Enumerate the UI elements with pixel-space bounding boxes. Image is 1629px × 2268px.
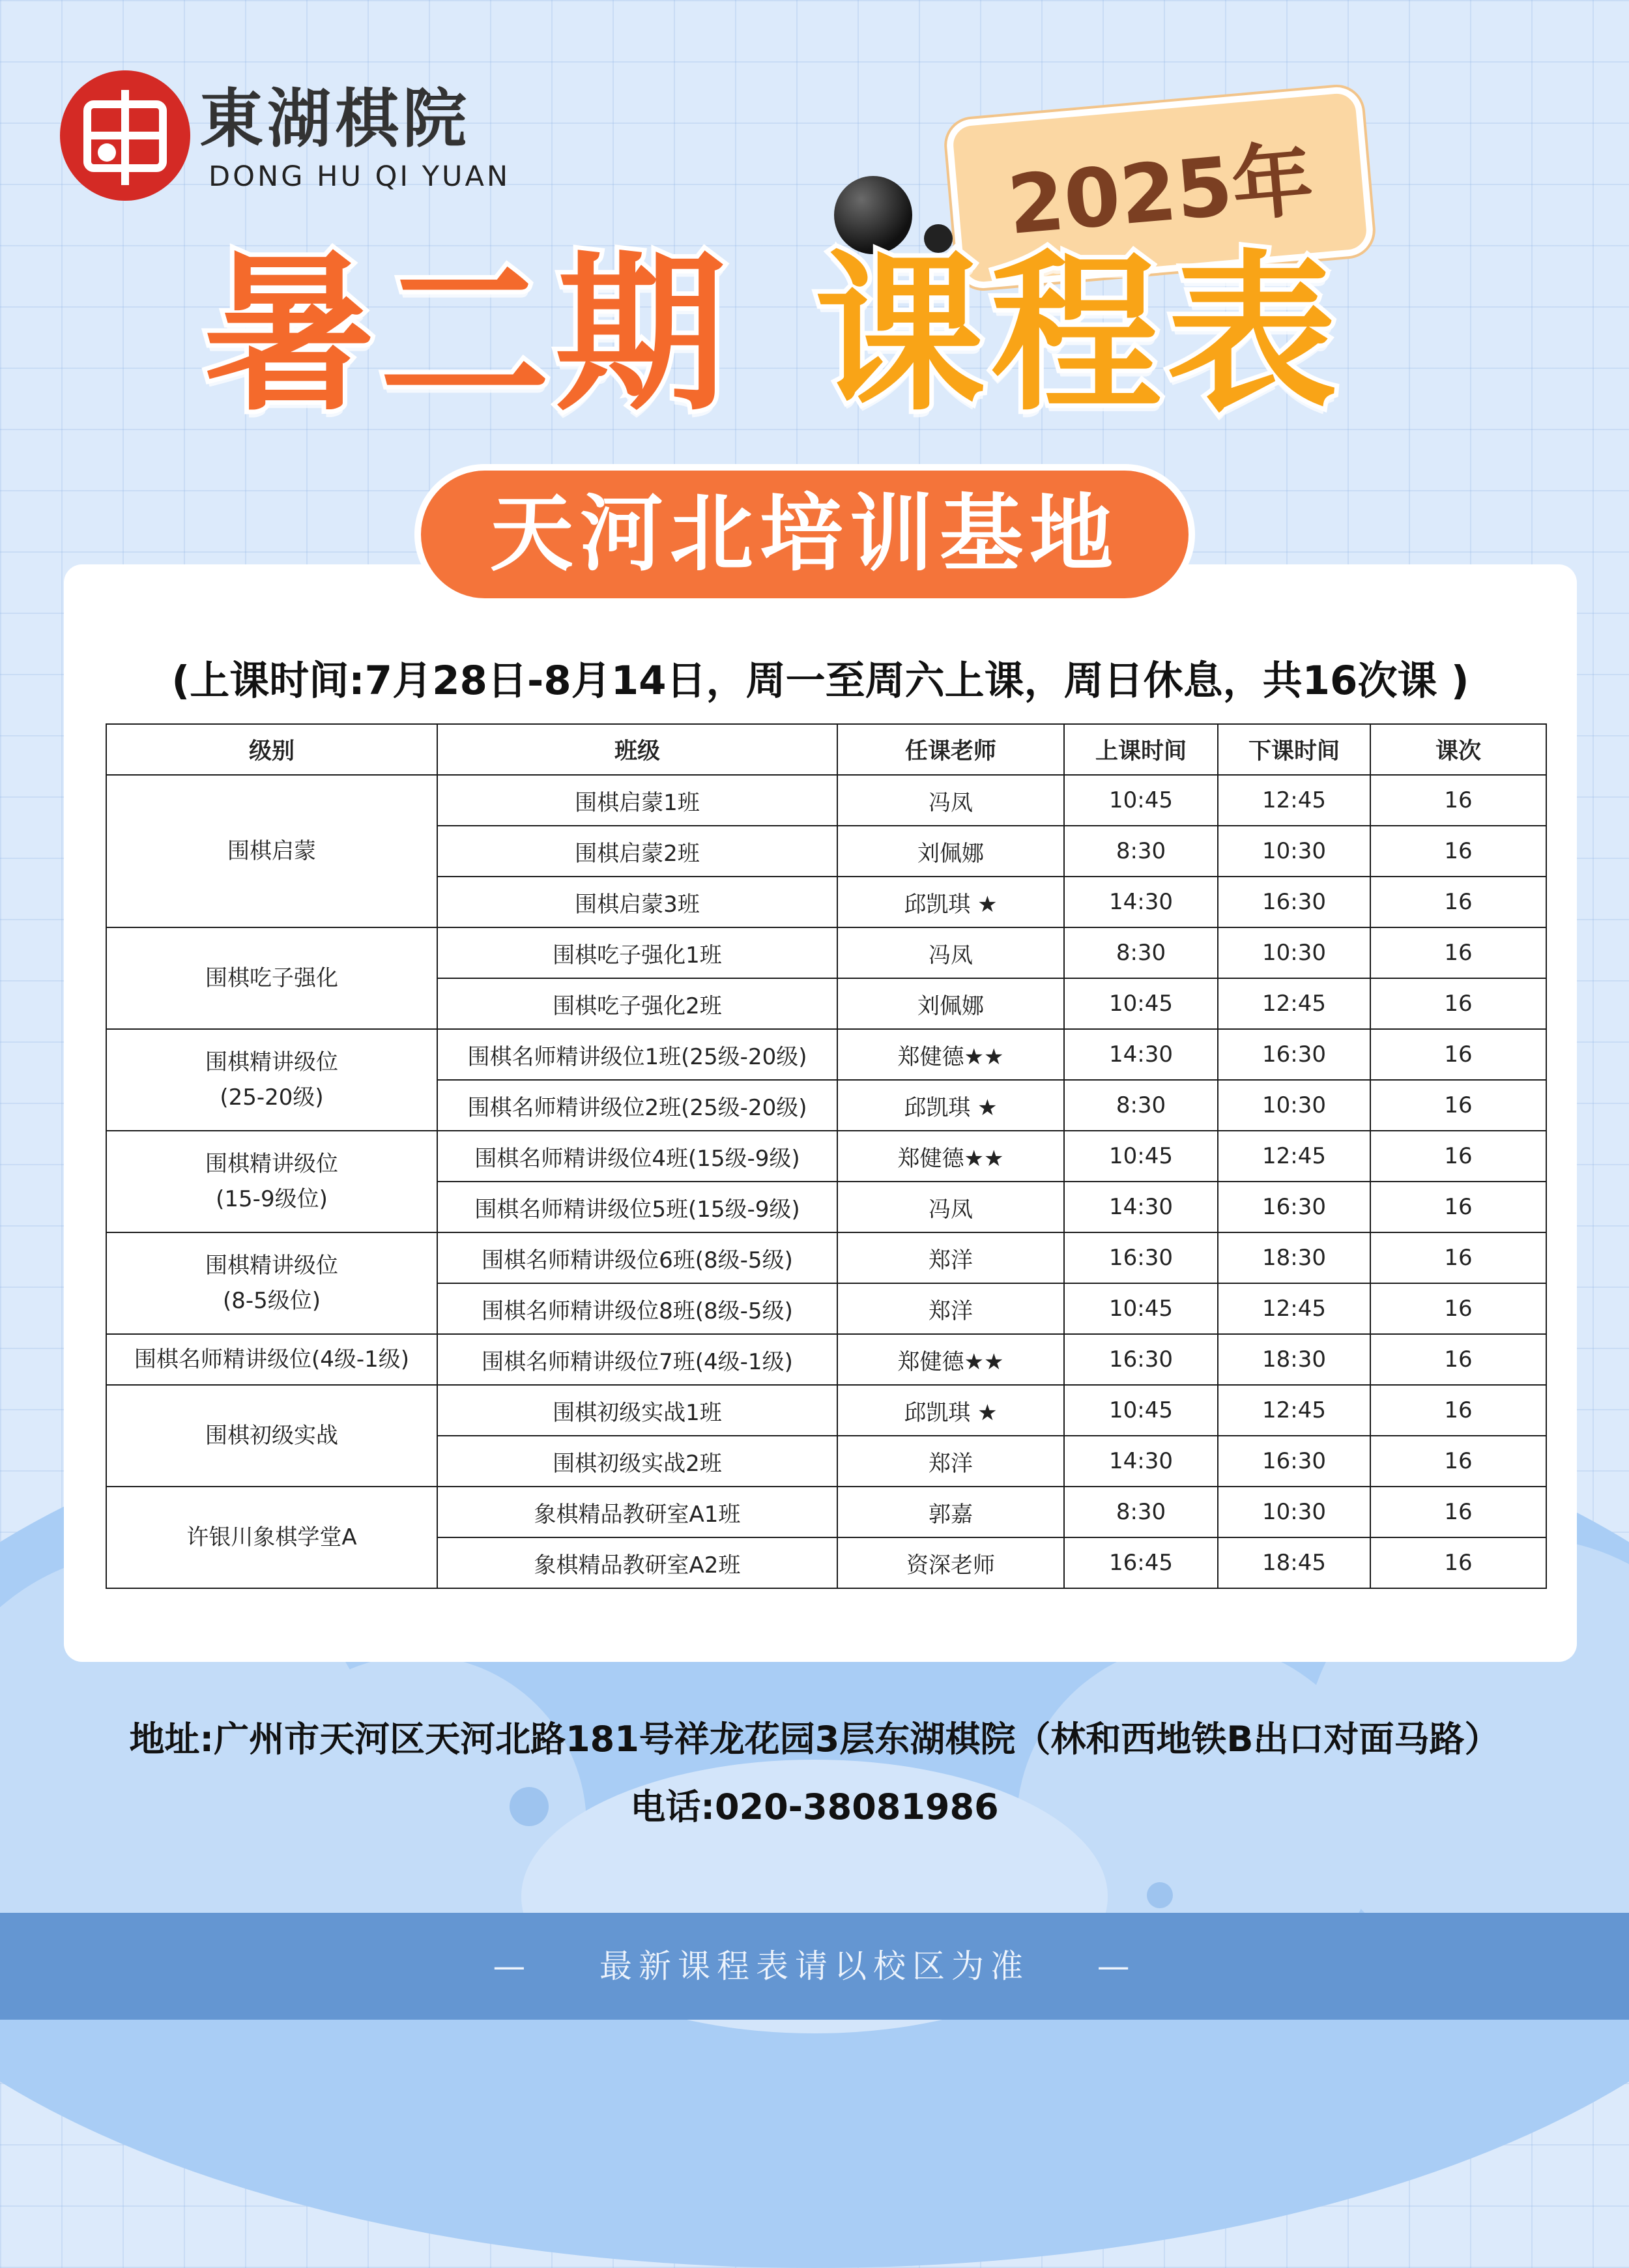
class-cell: 围棋初级实战1班: [437, 1385, 837, 1436]
campus-name: 天河北培训基地: [489, 486, 1119, 583]
start-time-cell: 10:45: [1064, 1385, 1218, 1436]
header-lesson-count: 课次: [1370, 724, 1546, 775]
lesson-count-cell: 16: [1370, 775, 1546, 826]
class-cell: 围棋名师精讲级位7班(4级-1级): [437, 1334, 837, 1385]
start-time-cell: 10:45: [1064, 1283, 1218, 1334]
teacher-cell: 邱凯琪 ★: [837, 877, 1064, 927]
class-cell: 围棋启蒙1班: [437, 775, 837, 826]
class-cell: 象棋精品教研室A2班: [437, 1537, 837, 1588]
teacher-cell: 郑洋: [837, 1436, 1064, 1487]
level-cell: 围棋精讲级位 (8-5级位): [106, 1232, 437, 1334]
end-time-cell: 18:30: [1218, 1232, 1370, 1283]
period-note: (上课时间:7月28日-8月14日，周一至周六上课，周日休息，共16次课 ): [171, 658, 1469, 704]
end-time-cell: 12:45: [1218, 1385, 1370, 1436]
class-cell: 围棋名师精讲级位8班(8级-5级): [437, 1283, 837, 1334]
end-time-cell: 10:30: [1218, 927, 1370, 978]
lesson-count-cell: 16: [1370, 1487, 1546, 1537]
end-time-cell: 18:45: [1218, 1537, 1370, 1588]
teacher-cell: 刘佩娜: [837, 826, 1064, 877]
schedule-table: [106, 723, 1547, 1589]
lesson-count-cell: 16: [1370, 826, 1546, 877]
start-time-cell: 16:30: [1064, 1232, 1218, 1283]
start-time-cell: 16:45: [1064, 1537, 1218, 1588]
address: 地址:广州市天河区天河北路181号祥龙花园3层东湖棋院（林和西地铁B出口对面马路）: [129, 1719, 1500, 1760]
start-time-cell: 14:30: [1064, 877, 1218, 927]
teacher-cell: 冯凤: [837, 775, 1064, 826]
table-header-row: [106, 724, 1546, 775]
teacher-cell: 邱凯琪 ★: [837, 1385, 1064, 1436]
lesson-count-cell: 16: [1370, 927, 1546, 978]
lesson-count-cell: 16: [1370, 1182, 1546, 1232]
teacher-cell: 邱凯琪 ★: [837, 1080, 1064, 1131]
phone-number: 电话:020-38081986: [630, 1786, 999, 1827]
class-cell: 围棋名师精讲级位5班(15级-9级): [437, 1182, 837, 1232]
end-time-cell: 12:45: [1218, 1131, 1370, 1182]
teacher-cell: 冯凤: [837, 927, 1064, 978]
class-cell: 围棋名师精讲级位1班(25级-20级): [437, 1029, 837, 1080]
title-part-1: 暑二期: [203, 235, 731, 434]
teacher-cell: 郑洋: [837, 1232, 1064, 1283]
level-cell: 围棋名师精讲级位(4级-1级): [106, 1334, 437, 1385]
level-cell: 许银川象棋学堂A: [106, 1487, 437, 1588]
lesson-count-cell: 16: [1370, 1131, 1546, 1182]
table-row: [106, 1131, 1546, 1182]
header-class: 班级: [437, 724, 837, 775]
start-time-cell: 14:30: [1064, 1182, 1218, 1232]
class-cell: 围棋名师精讲级位4班(15级-9级): [437, 1131, 837, 1182]
header-teacher: 任课老师: [837, 724, 1064, 775]
header-end-time: 下课时间: [1218, 724, 1370, 775]
class-cell: 围棋启蒙3班: [437, 877, 837, 927]
end-time-cell: 16:30: [1218, 1436, 1370, 1487]
start-time-cell: 10:45: [1064, 978, 1218, 1029]
lesson-count-cell: 16: [1370, 1385, 1546, 1436]
end-time-cell: 12:45: [1218, 775, 1370, 826]
level-cell: 围棋精讲级位 (15-9级位): [106, 1131, 437, 1232]
class-cell: 象棋精品教研室A1班: [437, 1487, 837, 1537]
lesson-count-cell: 16: [1370, 1029, 1546, 1080]
start-time-cell: 16:30: [1064, 1334, 1218, 1385]
table-row: [106, 1334, 1546, 1385]
start-time-cell: 8:30: [1064, 927, 1218, 978]
teacher-cell: 资深老师: [837, 1537, 1064, 1588]
end-time-cell: 12:45: [1218, 1283, 1370, 1334]
start-time-cell: 8:30: [1064, 1487, 1218, 1537]
teacher-cell: 郑健德★★: [837, 1334, 1064, 1385]
start-time-cell: 14:30: [1064, 1029, 1218, 1080]
lesson-count-cell: 16: [1370, 1537, 1546, 1588]
end-time-cell: 10:30: [1218, 1487, 1370, 1537]
lesson-count-cell: 16: [1370, 1436, 1546, 1487]
level-cell: 围棋吃子强化: [106, 927, 437, 1029]
class-cell: 围棋名师精讲级位2班(25级-20级): [437, 1080, 837, 1131]
header-level: 级别: [106, 724, 437, 775]
end-time-cell: 12:45: [1218, 978, 1370, 1029]
lesson-count-cell: 16: [1370, 1334, 1546, 1385]
end-time-cell: 16:30: [1218, 1182, 1370, 1232]
table-row: [106, 1232, 1546, 1283]
logo-name-chinese: 東湖棋院: [199, 81, 471, 156]
end-time-cell: 18:30: [1218, 1334, 1370, 1385]
start-time-cell: 10:45: [1064, 1131, 1218, 1182]
teacher-cell: 郑洋: [837, 1283, 1064, 1334]
end-time-cell: 10:30: [1218, 826, 1370, 877]
logo-emblem: [60, 70, 190, 201]
table-row: [106, 927, 1546, 978]
teacher-cell: 郭嘉: [837, 1487, 1064, 1537]
level-cell: 围棋精讲级位 (25-20级): [106, 1029, 437, 1131]
teacher-cell: 郑健德★★: [837, 1029, 1064, 1080]
table-row: [106, 1029, 1546, 1080]
header-start-time: 上课时间: [1064, 724, 1218, 775]
footer-note: — 最新课程表请以校区为准 —: [493, 1947, 1136, 1985]
class-cell: 围棋名师精讲级位6班(8级-5级): [437, 1232, 837, 1283]
lesson-count-cell: 16: [1370, 1080, 1546, 1131]
level-cell: 围棋初级实战: [106, 1385, 437, 1487]
teacher-cell: 郑健德★★: [837, 1131, 1064, 1182]
class-cell: 围棋吃子强化2班: [437, 978, 837, 1029]
table-row: [106, 1385, 1546, 1436]
start-time-cell: 8:30: [1064, 826, 1218, 877]
table-row: [106, 775, 1546, 826]
end-time-cell: 16:30: [1218, 1029, 1370, 1080]
teacher-cell: 冯凤: [837, 1182, 1064, 1232]
decorative-dot: [1147, 1882, 1173, 1908]
lesson-count-cell: 16: [1370, 1283, 1546, 1334]
table-row: [106, 1487, 1546, 1537]
lesson-count-cell: 16: [1370, 978, 1546, 1029]
lesson-count-cell: 16: [1370, 1232, 1546, 1283]
end-time-cell: 10:30: [1218, 1080, 1370, 1131]
logo-name-english: DONG HU QI YUAN: [209, 160, 511, 193]
level-cell: 围棋启蒙: [106, 775, 437, 927]
start-time-cell: 10:45: [1064, 775, 1218, 826]
teacher-cell: 刘佩娜: [837, 978, 1064, 1029]
class-cell: 围棋初级实战2班: [437, 1436, 837, 1487]
class-cell: 围棋启蒙2班: [437, 826, 837, 877]
start-time-cell: 14:30: [1064, 1436, 1218, 1487]
lesson-count-cell: 16: [1370, 877, 1546, 927]
year-tag: 2025年: [1004, 132, 1317, 254]
end-time-cell: 16:30: [1218, 877, 1370, 927]
start-time-cell: 8:30: [1064, 1080, 1218, 1131]
class-cell: 围棋吃子强化1班: [437, 927, 837, 978]
title-part-2: 课程表: [814, 235, 1342, 434]
